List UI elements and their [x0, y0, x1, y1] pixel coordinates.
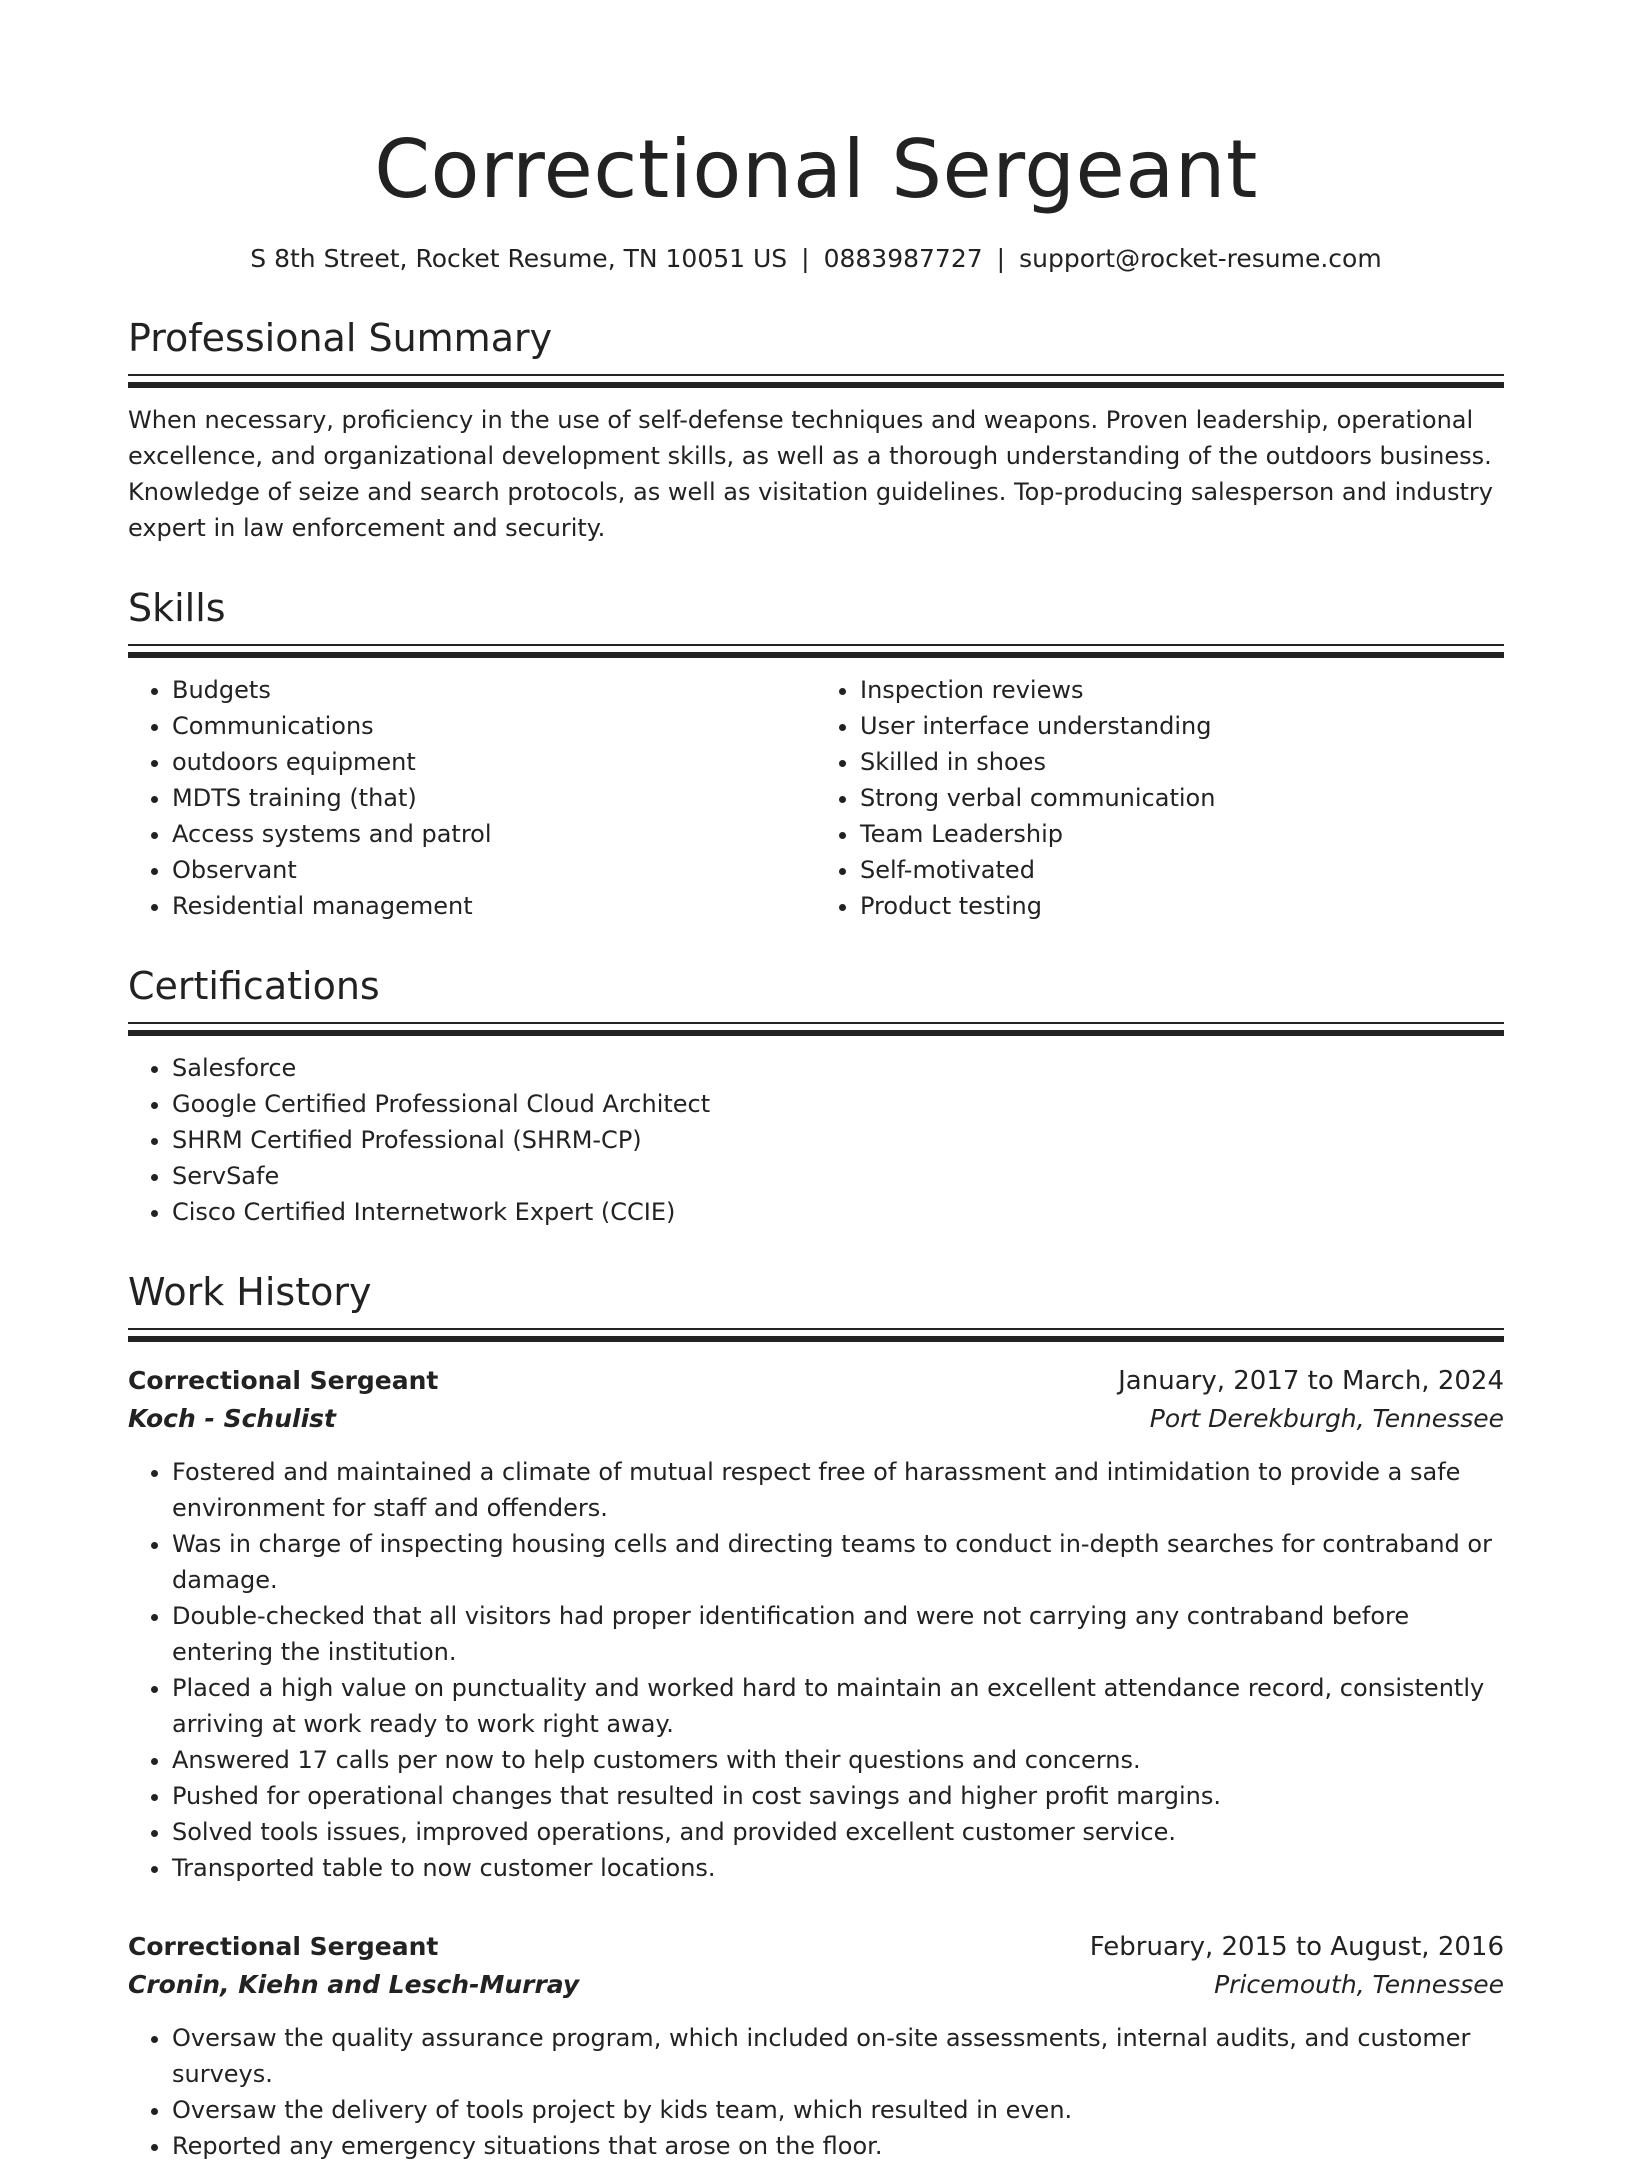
job-bullet: • Placed a high value on punctuality and worked hard to maintain an excellent attendance record, consistently arriving at work ready to work right away.	[172, 1670, 1504, 1742]
job-header-row	[128, 1928, 1504, 1966]
job-bullet: • Oversaw the quality assurance program, which included on-site assessments, internal audits, and customer surveys.	[172, 2020, 1504, 2092]
skill-item: • User interface understanding	[860, 708, 1504, 744]
job-company-row	[128, 1400, 1504, 1438]
skill-item: • Observant	[172, 852, 816, 888]
job-bullet: • Reported any emergency situations that arose on the floor.	[172, 2128, 1504, 2164]
certification-item: • Cisco Certified Internetwork Expert (CCIE)	[172, 1194, 1504, 1230]
section-divider	[128, 374, 1504, 388]
job-bullet: • Solved tools issues, improved operations, and provided excellent customer service.	[172, 1814, 1504, 1850]
candidate-name: Correctional Sergeant	[374, 123, 1258, 216]
certifications-list	[128, 1050, 1504, 1230]
job-company-row	[128, 1966, 1504, 2004]
contact-separator: |	[801, 244, 810, 273]
job-bullet: • Fostered and maintained a climate of mutual respect free of harassment and intimidation to provide a safe environment for staff and offenders.	[172, 1454, 1504, 1526]
contact-phone: 0883987727	[823, 244, 983, 273]
certifications-section-header	[128, 962, 1504, 1036]
job-bullet: • Pushed for operational changes that resulted in cost savings and higher profit margins.	[172, 1778, 1504, 1814]
job-title: Correctional Sergeant	[128, 1366, 439, 1395]
section-divider	[128, 1328, 1504, 1342]
job-bullet: • Oversaw the delivery of tools project by kids team, which resulted in even.	[172, 2092, 1504, 2128]
summary-section-header	[128, 314, 1504, 388]
section-title-certifications: Certifications	[128, 964, 380, 1008]
skill-item: • MDTS training (that)	[172, 780, 816, 816]
contact-line	[128, 242, 1504, 276]
certification-item: • SHRM Certified Professional (SHRM-CP)	[172, 1122, 1504, 1158]
skill-item: • Team Leadership	[860, 816, 1504, 852]
job-entry	[128, 1362, 1504, 1886]
section-title-work: Work History	[128, 1270, 372, 1314]
job-bullets	[128, 1454, 1504, 1886]
job-company: Koch - Schulist	[128, 1404, 336, 1433]
skill-item: • outdoors equipment	[172, 744, 816, 780]
skills-section-header	[128, 584, 1504, 658]
skill-item: • Skilled in shoes	[860, 744, 1504, 780]
skill-item: • Access systems and patrol	[172, 816, 816, 852]
skill-item: • Budgets	[172, 672, 816, 708]
contact-email: support@rocket-resume.com	[1019, 244, 1382, 273]
job-header-row	[128, 1362, 1504, 1400]
section-title-summary: Professional Summary	[128, 316, 553, 360]
job-location: Port Derekburgh, Tennessee	[1149, 1404, 1504, 1433]
work-section-header	[128, 1268, 1504, 1342]
job-title: Correctional Sergeant	[128, 1932, 439, 1961]
section-divider	[128, 1022, 1504, 1036]
certification-item: • Salesforce	[172, 1050, 1504, 1086]
contact-address: S 8th Street, Rocket Resume, TN 10051 US	[250, 244, 788, 273]
certification-item: • Google Certified Professional Cloud Architect	[172, 1086, 1504, 1122]
skill-item: • Communications	[172, 708, 816, 744]
job-company: Cronin, Kiehn and Lesch-Murray	[128, 1970, 580, 1999]
skills-grid	[128, 672, 1504, 924]
job-location: Pricemouth, Tennessee	[1214, 1970, 1504, 1999]
section-divider	[128, 644, 1504, 658]
job-bullet: • Transported table to now customer locations.	[172, 1850, 1504, 1886]
contact-separator: |	[996, 244, 1006, 273]
certification-item: • ServSafe	[172, 1158, 1504, 1194]
job-dates: January, 2017 to March, 2024	[1118, 1366, 1504, 1396]
skill-item: • Inspection reviews	[860, 672, 1504, 708]
summary-text: When necessary, proficiency in the use of self-defense techniques and weapons. Proven leadership, operational excellence, and organizational development skills, as well as a thorough understanding of the outdoors business. Knowledge of seize and search protocols, as well as visitation guidelines. Top-producing salesperson and industry expert in law enforcement and security.	[128, 406, 1493, 542]
skills-list-right	[816, 672, 1504, 924]
section-title-skills: Skills	[128, 586, 226, 630]
job-bullet: • Double-checked that all visitors had proper identification and were not carrying any contraband before entering the institution.	[172, 1598, 1504, 1670]
job-bullet: • Was in charge of inspecting housing cells and directing teams to conduct in-depth searches for contraband or damage.	[172, 1526, 1504, 1598]
job-dates: February, 2015 to August, 2016	[1089, 1932, 1504, 1962]
job-bullets	[128, 2020, 1504, 2164]
skill-item: • Self-motivated	[860, 852, 1504, 888]
skills-list-left	[128, 672, 816, 924]
skill-item: • Product testing	[860, 888, 1504, 924]
skill-item: • Strong verbal communication	[860, 780, 1504, 816]
skill-item: • Residential management	[172, 888, 816, 924]
job-entry	[128, 1928, 1504, 2164]
resume-content	[128, 0, 1504, 2164]
job-bullet: • Answered 17 calls per now to help customers with their questions and concerns.	[172, 1742, 1504, 1778]
